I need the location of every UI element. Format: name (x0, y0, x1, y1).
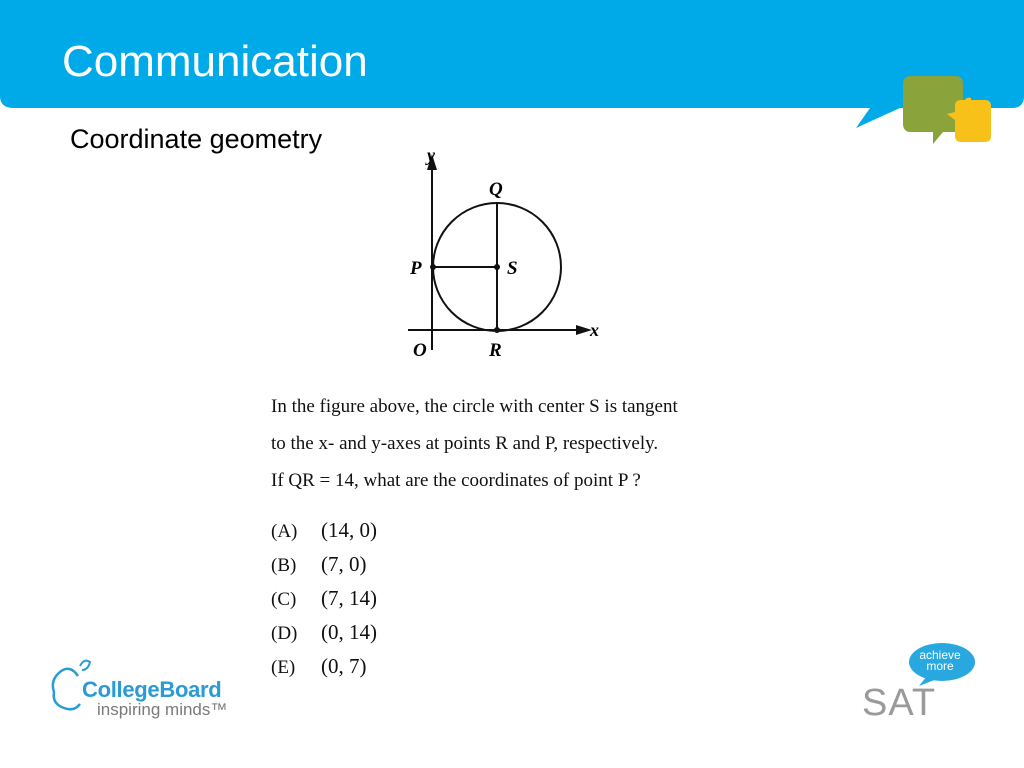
point-p (430, 264, 436, 270)
point-r (494, 327, 500, 333)
question-block (271, 388, 791, 683)
coordinate-figure (400, 140, 610, 365)
point-s-label: S (507, 258, 518, 279)
option-letter: (A) (271, 521, 298, 542)
question-line-2: to the x- and y-axes at points R and P, respectively. (271, 433, 659, 454)
speech-bubbles-icon (903, 74, 993, 148)
x-axis-label: x (590, 320, 599, 340)
origin-label: O (413, 340, 427, 361)
answer-option-b (271, 547, 791, 581)
slide-subtitle: Coordinate geometry (70, 124, 323, 154)
question-line-3: If QR = 14, what are the coordinates of point P ? (271, 470, 641, 491)
more-line: more (926, 659, 954, 673)
slide-title: Communication (62, 37, 368, 86)
achieve-more-text (905, 650, 975, 672)
answer-option-a (271, 513, 791, 547)
option-letter: (B) (271, 555, 297, 576)
answer-option-e (271, 649, 791, 683)
point-r-label: R (489, 340, 502, 361)
point-p-label: P (410, 258, 422, 279)
option-letter: (C) (271, 589, 297, 610)
answer-options (271, 513, 791, 683)
option-value: (0, 7) (321, 654, 367, 678)
question-line-1: In the figure above, the circle with center S is tangent (271, 396, 678, 417)
option-value: (7, 0) (321, 552, 367, 576)
option-value: (14, 0) (321, 518, 377, 542)
collegeboard-name: CollegeBoard (82, 677, 222, 702)
point-s (494, 264, 500, 270)
achieve-line: achieve (919, 648, 961, 662)
option-letter: (D) (271, 623, 298, 644)
y-axis-label: y (427, 145, 435, 165)
answer-option-c (271, 581, 791, 615)
option-value: (7, 14) (321, 586, 377, 610)
option-letter: (E) (271, 657, 296, 678)
sat-wordmark: SAT (862, 682, 937, 724)
option-value: (0, 14) (321, 620, 377, 644)
answer-option-d (271, 615, 791, 649)
point-q-label: Q (489, 179, 503, 200)
collegeboard-tagline: inspiring minds™ (97, 700, 228, 719)
